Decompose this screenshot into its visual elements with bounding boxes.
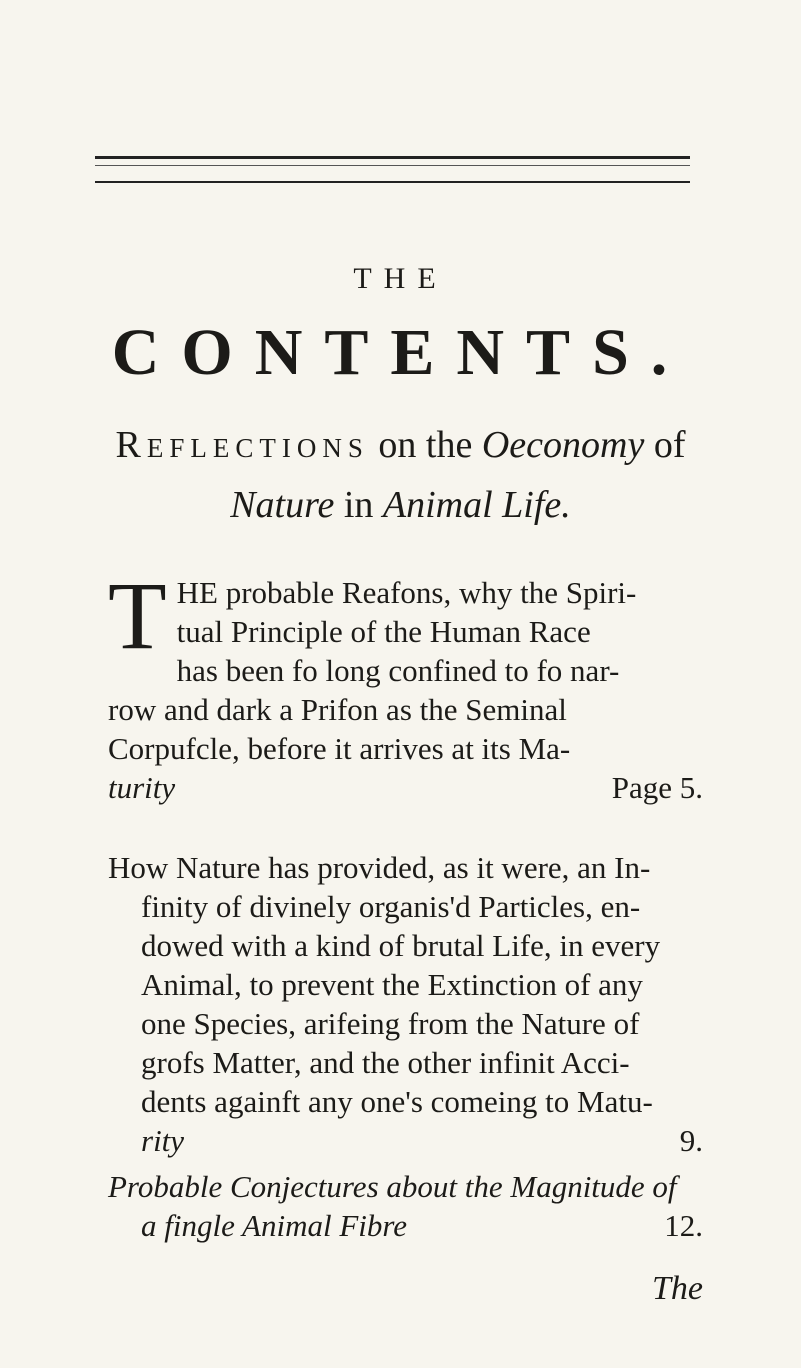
subtitle-animal-life: Animal Life. <box>382 484 571 526</box>
subtitle-oeconomy: Oeconomy <box>481 424 645 466</box>
entry-line: How Nature has provided, as it were, an In- <box>108 850 651 885</box>
subtitle-on-the: on the <box>368 424 482 466</box>
contents-entry-3 <box>108 1167 703 1245</box>
entry-line: finity of divinely organis'd Particles, en- <box>141 889 641 924</box>
entry-line: Probable Conjectures about the Magnitude of <box>108 1169 677 1204</box>
entry-line: Corpufcle, before it arrives at its Ma- <box>108 731 571 766</box>
ornamental-rule-middle <box>95 165 690 166</box>
entry-line-last <box>108 1121 703 1160</box>
subtitle-reflections: Reflections <box>115 424 369 466</box>
entry-line: row and dark a Prifon as the Seminal <box>108 692 567 727</box>
drop-cap: T <box>108 562 167 669</box>
catchword: The <box>652 1270 703 1307</box>
subtitle-of: of <box>644 424 686 466</box>
entry-line: grofs Matter, and the other infinit Acci- <box>141 1045 630 1080</box>
subtitle-nature: Nature <box>230 484 335 526</box>
entry-line: dents againft any one's comeing to Matu- <box>141 1084 653 1119</box>
page-reference: Page 5. <box>611 770 703 805</box>
ornamental-rule-top <box>95 156 690 159</box>
entry-line-last <box>108 768 703 807</box>
subtitle-in: in <box>334 484 383 526</box>
subtitle-line-1 <box>0 420 801 470</box>
entry-line-text: turity <box>108 770 176 805</box>
subtitle-line-2 <box>0 480 801 530</box>
entry-line: has been fo long confined to fo nar- <box>176 653 620 688</box>
heading-contents: CONTENTS. <box>111 316 690 389</box>
heading-the: THE <box>353 262 448 295</box>
page-reference: 9. <box>679 1123 703 1158</box>
contents-entry-2 <box>108 848 703 1160</box>
page-reference: 12. <box>664 1208 703 1243</box>
entry-line-last <box>108 1206 703 1245</box>
entry-line: HE probable Reafons, why the Spiri- <box>176 575 637 610</box>
entry-line: dowed with a kind of brutal Life, in every <box>141 928 661 963</box>
ornamental-rule-bottom <box>95 181 690 183</box>
entry-line-text: a fingle Animal Fibre <box>141 1208 408 1243</box>
contents-entry-1 <box>108 562 703 807</box>
entry-line: one Species, arifeing from the Nature of <box>141 1006 640 1041</box>
entry-line-text: rity <box>141 1123 185 1158</box>
entry-line: tual Principle of the Human Race <box>176 614 591 649</box>
entry-line: Animal, to prevent the Extinction of any <box>141 967 643 1002</box>
